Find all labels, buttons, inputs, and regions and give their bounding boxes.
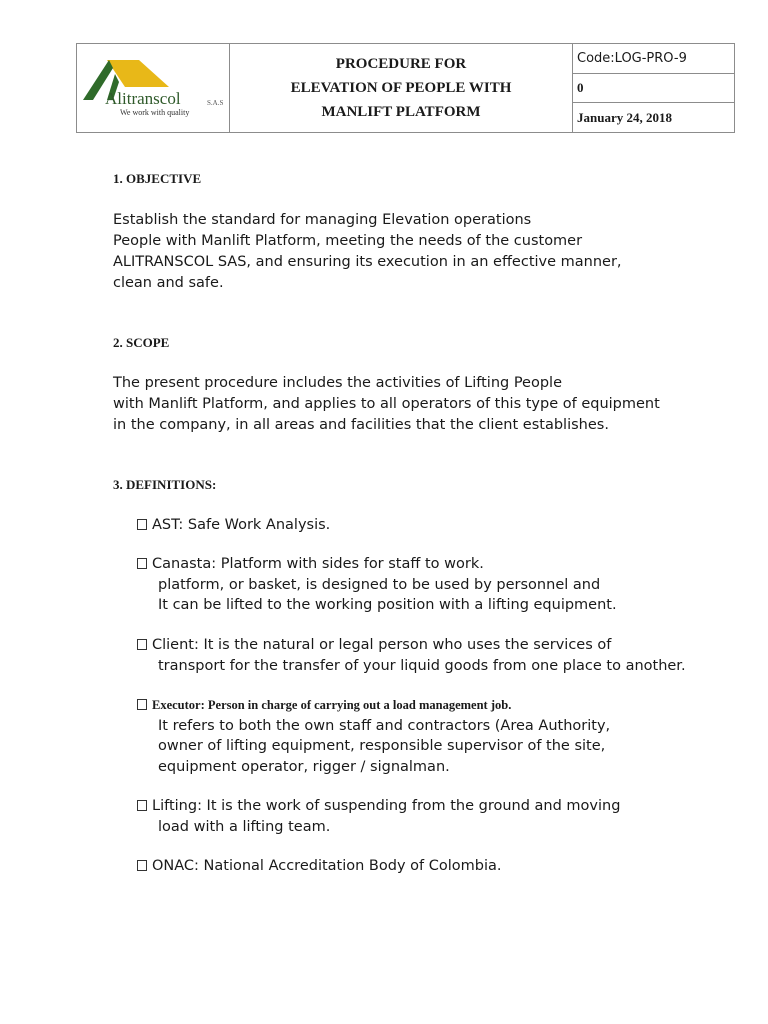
definition-line: equipment operator, rigger / signalman. (158, 758, 450, 775)
definition-line: It can be lifted to the working position with a lifting equipment. (158, 597, 617, 613)
document-date: January 24, 2018 (573, 102, 734, 132)
definition-ast (137, 515, 687, 536)
definition-line: Lifting: It is the work of suspending from the ground and moving (152, 798, 621, 814)
document-title (230, 44, 573, 132)
scope-paragraph (113, 373, 669, 436)
bullet-box-icon (137, 639, 147, 650)
definitions-heading: 3. DEFINITIONS: (113, 477, 217, 492)
definition-line: owner of lifting equipment, responsible supervisor of the site, (158, 738, 606, 754)
logo-name: Alitranscol (105, 89, 181, 108)
document-version: 0 (573, 73, 734, 103)
paragraph-line: clean and safe. (113, 275, 224, 291)
bullet-box-icon (137, 519, 147, 530)
paragraph-line: ALITRANSCOL SAS, and ensuring its execution in an effective manner, (113, 254, 622, 270)
logo-suffix: S.A.S (207, 99, 224, 107)
title-line: ELEVATION OF PEOPLE WITH (290, 80, 512, 96)
definition-line: Canasta: Platform with sides for staff to work. (152, 556, 484, 572)
document-header (76, 43, 735, 133)
bullet-box-icon (137, 699, 147, 710)
paragraph-line: in the company, in all areas and facilities that the client establishes. (113, 417, 609, 433)
logo-tagline: We work with quality (120, 108, 190, 117)
definition-line: Executor: Person in charge of carrying out a load management job. (152, 698, 512, 712)
paragraph-line: Establish the standard for managing Elevation operations (113, 212, 532, 228)
title-line: PROCEDURE FOR (335, 56, 467, 72)
definition-line: ONAC: National Accreditation Body of Colombia. (152, 858, 502, 874)
definition-line: It refers to both the own staff and contractors (Area Authority, (158, 717, 611, 734)
title-line: MANLIFT PLATFORM (321, 104, 481, 120)
bullet-box-icon (137, 800, 147, 811)
paragraph-line: The present procedure includes the activities of Lifting People (113, 375, 562, 391)
definition-lifting (137, 796, 687, 837)
definition-executor (137, 695, 687, 777)
logo-cell (77, 44, 230, 132)
definition-line: load with a lifting team. (158, 818, 331, 835)
definition-line: AST: Safe Work Analysis. (152, 517, 331, 533)
definition-client (137, 635, 687, 676)
bullet-box-icon (137, 860, 147, 871)
definition-line: Client: It is the natural or legal person who uses the services of (152, 637, 612, 653)
objective-heading: 1. OBJECTIVE (113, 171, 202, 186)
scope-heading: 2. SCOPE (113, 335, 170, 350)
paragraph-line: with Manlift Platform, and applies to all operators of this type of equipment (113, 396, 660, 412)
definition-onac (137, 856, 687, 877)
definition-line: platform, or basket, is designed to be used by personnel and (158, 576, 601, 593)
paragraph-line: People with Manlift Platform, meeting the needs of the customer (113, 233, 583, 249)
meta-cell (573, 44, 734, 132)
definition-line: transport for the transfer of your liquid goods from one place to another. (158, 657, 686, 674)
definition-canasta (137, 554, 687, 616)
objective-paragraph (113, 210, 669, 294)
bullet-box-icon (137, 558, 147, 569)
document-code: Code:LOG-PRO-9 (577, 50, 687, 66)
